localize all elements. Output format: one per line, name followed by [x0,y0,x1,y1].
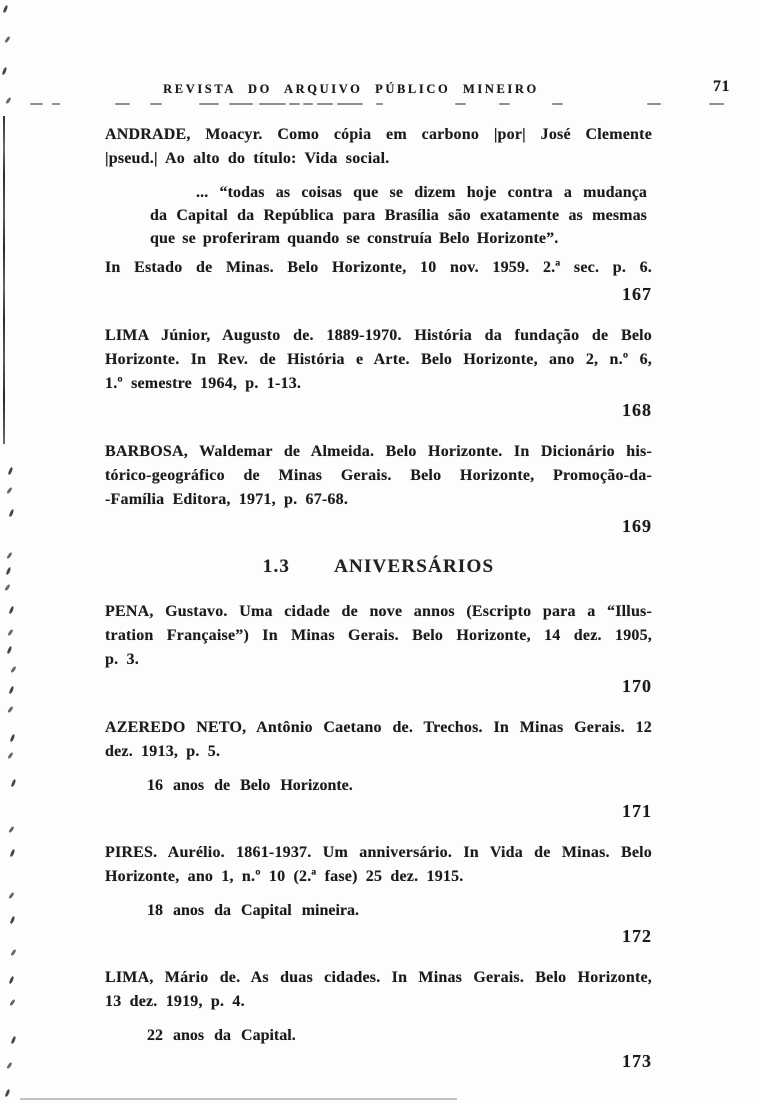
margin-ink-mark [9,686,14,695]
binding-line [3,116,5,444]
margin-ink-mark [7,629,13,637]
bibliography-content [105,123,652,1071]
section-title: ANIVERSÁRIOS [334,556,495,577]
header-rule-dash [317,103,333,105]
entry-paragraph [105,440,652,512]
margin-ink-mark [9,509,14,518]
text-line: tórico-geográfico de Minas Gerais. Belo Horizonte, Promoção-da- [105,467,652,484]
text-line: In Estado de Minas. Belo Horizonte, 10 nov. 1959. 2.ª sec. p. 6. [105,259,652,276]
entry-quote [150,181,647,250]
entry-paragraph [105,324,652,396]
entry-number: 167 [622,284,652,304]
margin-ink-mark [4,584,10,592]
margin-ink-mark [10,916,15,925]
header-rule-dash [199,103,219,105]
bib-entry-167 [105,123,652,304]
text-line: p. 3. [105,651,139,668]
margin-ink-mark [10,734,15,743]
text-line: 22 anos da Capital. [147,1027,296,1044]
entry-paragraph [105,600,652,672]
margin-ink-mark [11,779,16,788]
header-rule [0,102,760,108]
text-line: PENA, Gustavo. Uma cidade de nove annos (Escripto para a “Illus- [105,603,652,620]
header-rule-dash [115,103,130,105]
header-rule-dash [259,103,286,105]
text-line: 18 anos da Capital mineira. [147,902,360,919]
margin-ink-mark [11,1036,16,1045]
margin-ink-mark [8,826,14,834]
entry-number: 171 [622,801,652,821]
header-rule-dash [289,103,300,105]
text-line: dez. 1913, p. 5. [105,743,221,760]
header-rule-dash [150,103,162,105]
margin-ink-mark [8,467,13,476]
entry-number: 170 [622,676,652,696]
header-rule-dash [30,103,43,105]
header-rule-dash [229,103,253,105]
text-line: LIMA, Mário de. As duas cidades. In Minas Gerais. Belo Horizonte, [105,969,652,986]
margin-ink-mark [5,1089,10,1098]
text-line: AZEREDO NETO, Antônio Caetano de. Trechos. In Minas Gerais. 12 [105,719,652,736]
text-line: que se proferiram quando se construía Belo Horizonte”. [150,230,559,247]
margin-ink-mark [6,487,12,495]
entry-number: 172 [622,926,652,946]
entry-paragraph [105,123,652,171]
margin-ink-mark [9,976,14,985]
margin-ink-mark [10,849,15,858]
text-line: ... “todas as coisas que se dizem hoje contra a mudança [196,184,647,201]
header-rule-dash [552,103,563,105]
margin-ink-mark [7,646,12,655]
margin-ink-mark [9,606,14,615]
margin-ink-mark [8,892,14,900]
bib-entry-169 [105,440,652,536]
text-line: LIMA Júnior, Augusto de. 1889-1970. História da fundação de Belo [105,327,652,344]
bib-entry-168 [105,324,652,420]
text-line: |pseud.| Ao alto do título: Vida social. [105,150,390,167]
entry-paragraph [105,716,652,764]
margin-ink-mark [10,949,16,957]
entry-number: 173 [622,1051,652,1071]
page-number: 71 [713,78,730,95]
header-rule-dash [709,103,724,105]
section-number: 1.3 [262,556,291,577]
margin-ink-mark [6,552,12,560]
bib-entry-170 [105,600,652,696]
entry-annotation [147,1024,652,1047]
entry-annotation [147,774,652,797]
text-line: Horizonte. In Rev. de História e Arte. Belo Horizonte, ano 2, n.º 6, [105,351,652,368]
margin-ink-mark [7,752,13,760]
entry-number: 169 [622,516,652,536]
entry-number: 168 [622,400,652,420]
header-rule-dash [499,103,510,105]
text-line: -Família Editora, 1971, p. 67-68. [105,491,349,508]
text-line: tration Française”) In Minas Gerais. Belo Horizonte, 14 dez. 1905, [105,627,652,644]
text-line: BARBOSA, Waldemar de Almeida. Belo Horizonte. In Dicionário his- [105,443,652,460]
text-line: 16 anos de Belo Horizonte. [147,777,353,794]
margin-ink-mark [7,706,13,714]
text-line: ANDRADE, Moacyr. Como cópia em carbono |por| José Clemente [105,126,652,143]
bib-entry-172 [105,841,652,946]
header-rule-dash [647,103,661,105]
header-rule-dash [303,103,313,105]
bib-entry-171 [105,716,652,821]
bib-entry-173 [105,966,652,1071]
page-header [0,0,760,100]
margin-ink-mark [6,1062,12,1070]
header-rule-dash [52,103,60,105]
entry-paragraph [105,966,652,1014]
margin-ink-mark [6,567,11,576]
section-heading [105,556,652,578]
text-line: Horizonte, ano 1, n.º 10 (2.ª fase) 25 dez. 1915. [105,868,464,885]
margin-ink-mark [9,999,15,1007]
journal-title: REVISTA DO ARQUIVO PÚBLICO MINEIRO [163,82,539,96]
entry-annotation [147,899,652,922]
text-line: PIRES. Aurélio. 1861-1937. Um anniversário. In Vida de Minas. Belo [105,844,652,861]
header-rule-dash [455,103,466,105]
text-line: 13 dez. 1919, p. 4. [105,993,245,1010]
header-rule-dash [376,103,383,105]
header-rule-dash [337,103,363,105]
margin-ink-mark [10,666,16,674]
entry-paragraph [105,841,652,889]
text-line: 1.º semestre 1964, p. 1-13. [105,375,302,392]
entry-paragraph [105,256,652,280]
text-line: da Capital da República para Brasília são exatamente as mesmas [150,207,647,224]
bottom-scan-line [20,1098,457,1100]
